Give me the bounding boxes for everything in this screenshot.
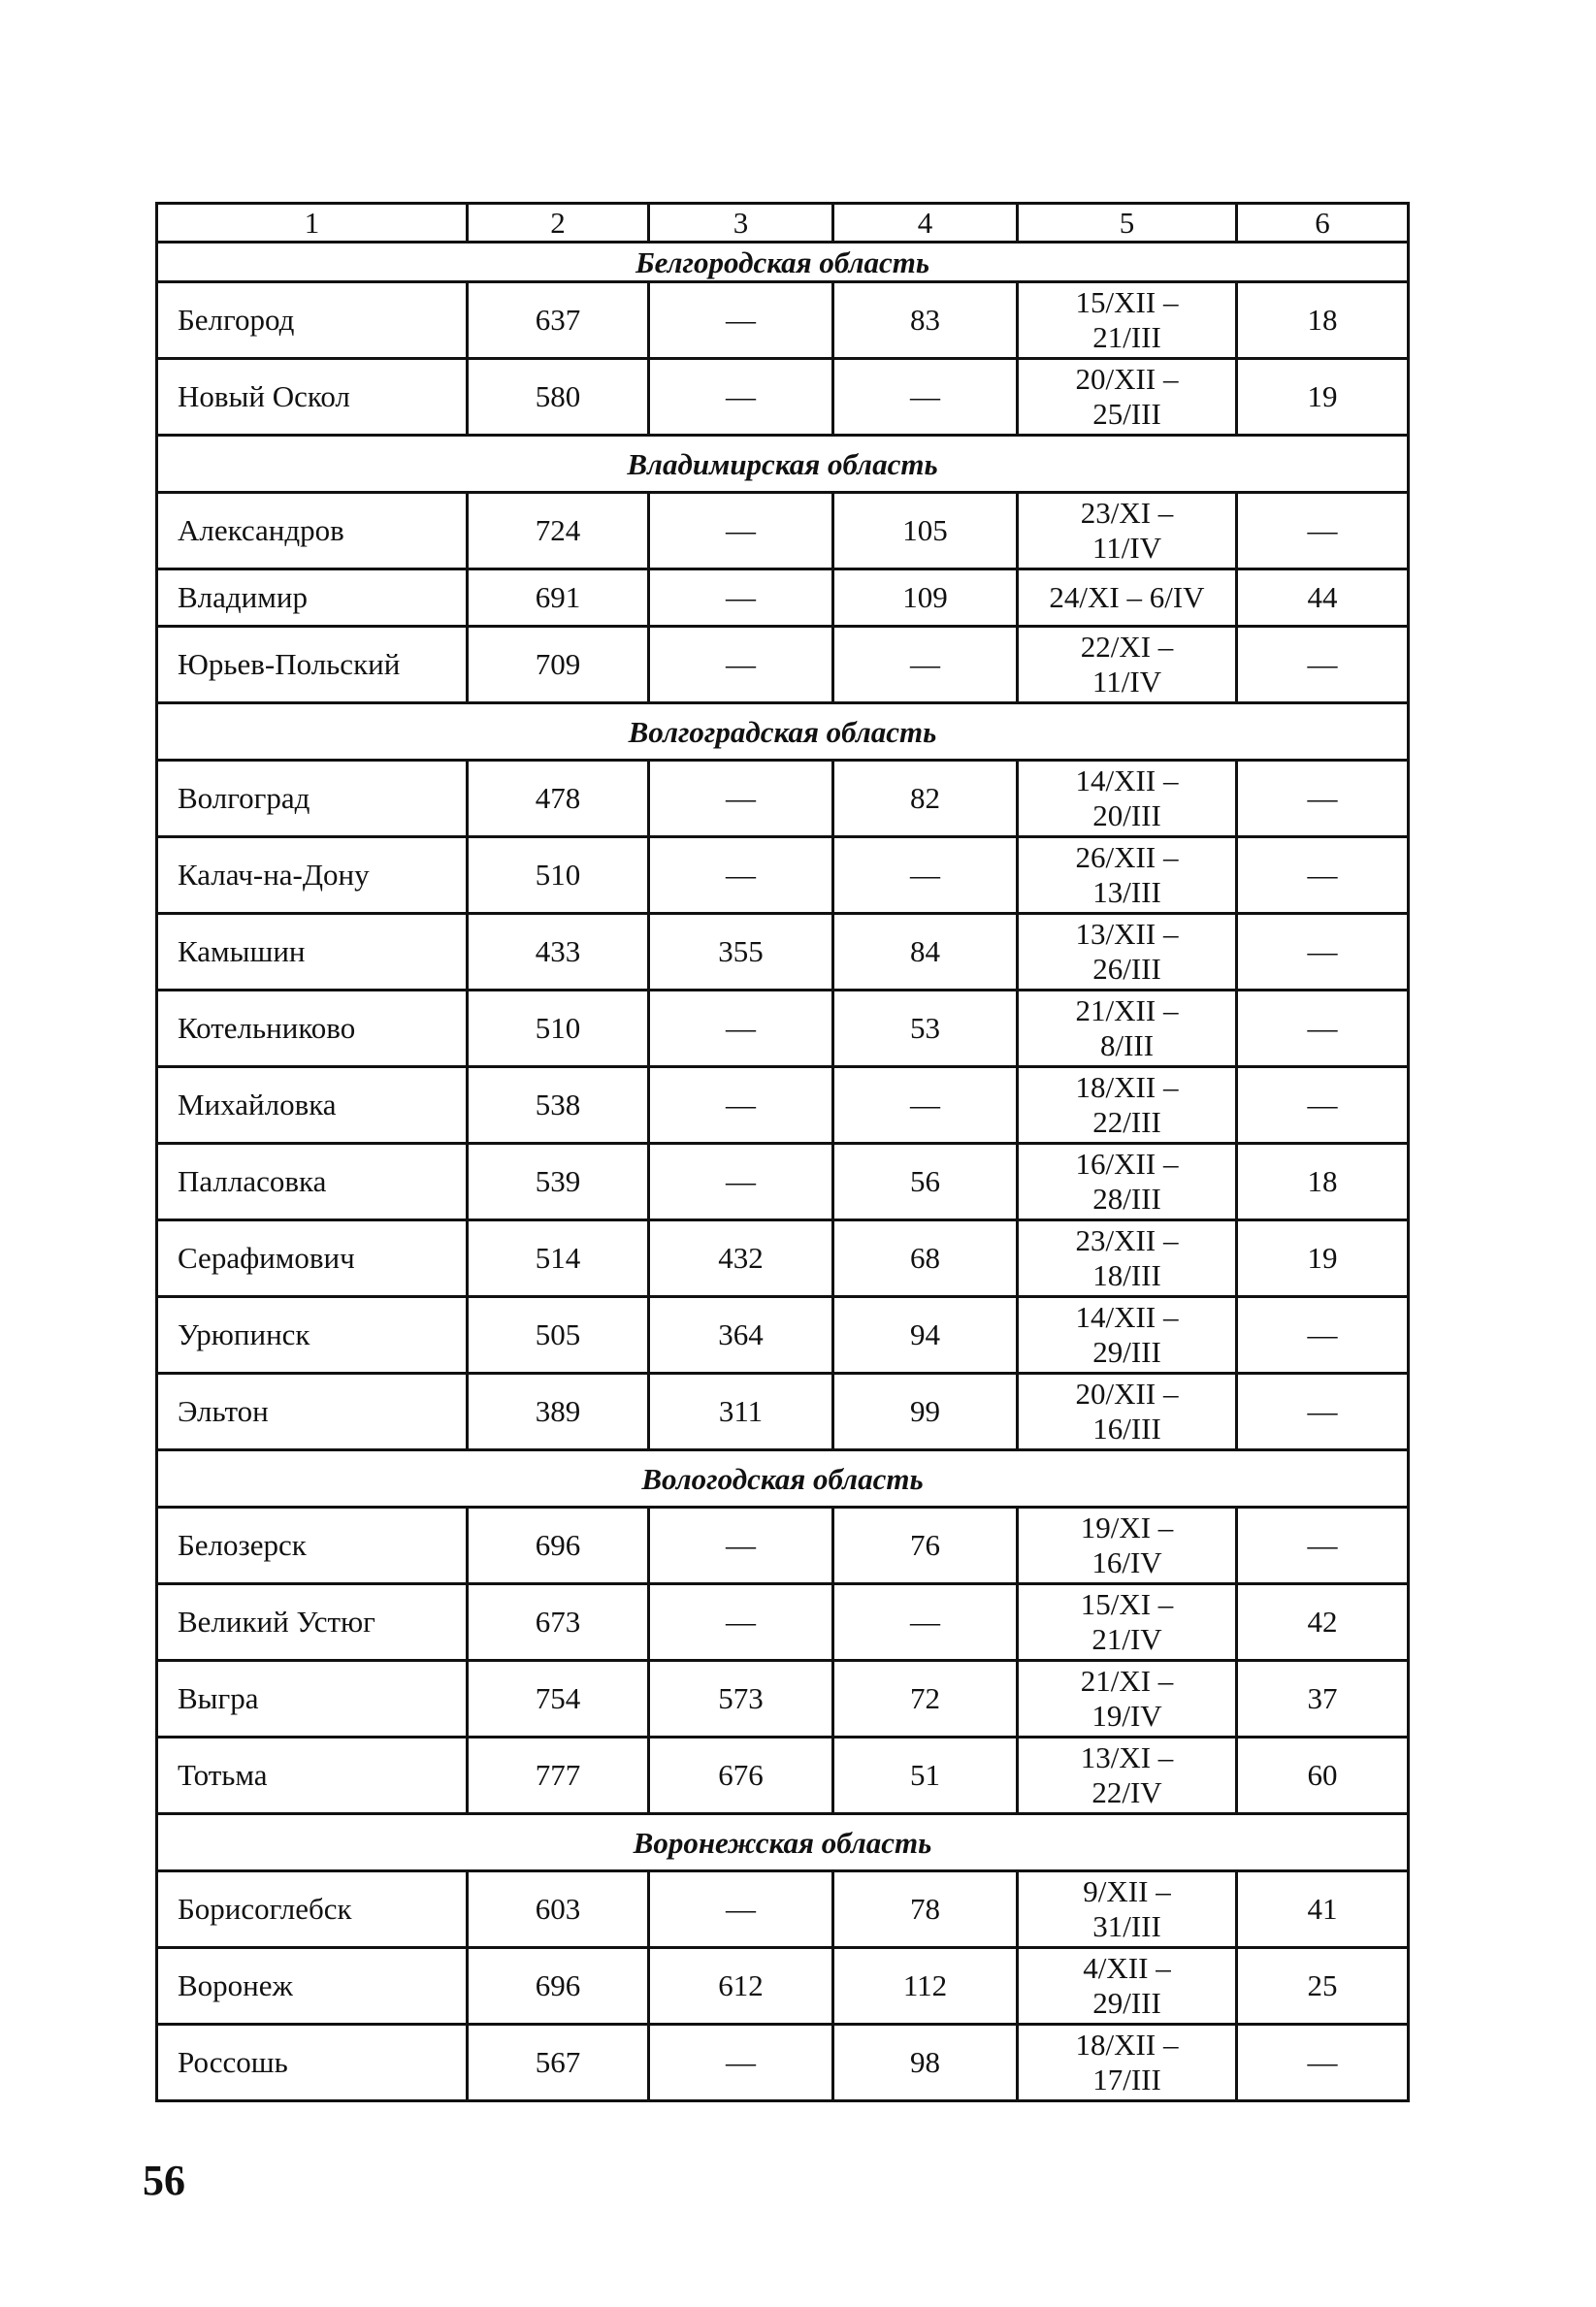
date-range-start: 23/XII – [1075, 1223, 1179, 1258]
region-title: Воронежская область [157, 1814, 1409, 1871]
table-row [157, 1871, 1409, 1948]
value-cell-3: 364 [649, 1297, 833, 1374]
region-row [157, 436, 1409, 493]
city-cell: Белозерск [157, 1508, 468, 1584]
date-range-start: 15/XI – [1080, 1587, 1174, 1622]
value-cell-2: 514 [468, 1220, 649, 1297]
date-range-cell [1018, 991, 1237, 1067]
column-header-1: 1 [157, 204, 468, 243]
table-row [157, 761, 1409, 837]
value-cell-6: 18 [1237, 282, 1409, 359]
value-cell-4: — [833, 627, 1018, 703]
city-cell: Александров [157, 493, 468, 569]
value-cell-3: — [649, 991, 833, 1067]
value-cell-4: 98 [833, 2025, 1018, 2101]
table-row [157, 569, 1409, 627]
table-row [157, 493, 1409, 569]
date-range-start: 9/XII – [1083, 1874, 1171, 1909]
date-range-cell [1018, 493, 1237, 569]
table-row [157, 1948, 1409, 2025]
value-cell-3: — [649, 1508, 833, 1584]
region-row [157, 1814, 1409, 1871]
date-range-end: 18/III [1092, 1258, 1161, 1292]
date-range-cell [1018, 359, 1237, 436]
date-range-end: 22/IV [1091, 1775, 1162, 1809]
date-range-cell [1018, 569, 1237, 627]
column-header-6: 6 [1237, 204, 1409, 243]
value-cell-4: 112 [833, 1948, 1018, 2025]
date-range-cell [1018, 1508, 1237, 1584]
region-title: Владимирская область [157, 436, 1409, 493]
value-cell-6: — [1237, 2025, 1409, 2101]
date-range-end: 20/III [1092, 798, 1161, 832]
city-cell: Владимир [157, 569, 468, 627]
value-cell-2: 691 [468, 569, 649, 627]
region-title: Вологодская область [157, 1450, 1409, 1508]
date-range-end: 25/III [1092, 397, 1161, 431]
table-row [157, 1508, 1409, 1584]
value-cell-4: 72 [833, 1661, 1018, 1738]
value-cell-3: 432 [649, 1220, 833, 1297]
table-row [157, 1067, 1409, 1144]
table-row [157, 1297, 1409, 1374]
value-cell-3: 355 [649, 914, 833, 991]
table-row [157, 837, 1409, 914]
date-range-cell [1018, 1220, 1237, 1297]
value-cell-2: 777 [468, 1738, 649, 1814]
date-range-cell [1018, 1067, 1237, 1144]
value-cell-4: 99 [833, 1374, 1018, 1450]
date-range-start: 4/XII – [1083, 1951, 1171, 1986]
value-cell-2: 580 [468, 359, 649, 436]
date-range-cell [1018, 627, 1237, 703]
date-range-end: 17/III [1092, 2063, 1161, 2096]
value-cell-3: 612 [649, 1948, 833, 2025]
date-range-start: 13/XII – [1075, 917, 1179, 952]
value-cell-6: — [1237, 761, 1409, 837]
value-cell-2: 673 [468, 1584, 649, 1661]
column-header-2: 2 [468, 204, 649, 243]
table-row [157, 1584, 1409, 1661]
city-cell: Тотьма [157, 1738, 468, 1814]
date-range-cell [1018, 282, 1237, 359]
value-cell-3: — [649, 627, 833, 703]
value-cell-6: — [1237, 1067, 1409, 1144]
date-range-cell [1018, 1374, 1237, 1450]
value-cell-6: 41 [1237, 1871, 1409, 1948]
value-cell-2: 538 [468, 1067, 649, 1144]
value-cell-3: — [649, 359, 833, 436]
value-cell-2: 510 [468, 837, 649, 914]
value-cell-3: — [649, 493, 833, 569]
date-range-cell [1018, 1584, 1237, 1661]
city-cell: Палласовка [157, 1144, 468, 1220]
date-range-start: 21/XI – [1080, 1664, 1174, 1699]
date-range-cell [1018, 1738, 1237, 1814]
city-cell: Юрьев-Польский [157, 627, 468, 703]
value-cell-6: — [1237, 627, 1409, 703]
date-range-end: 28/III [1092, 1182, 1161, 1216]
value-cell-4: 51 [833, 1738, 1018, 1814]
value-cell-2: 433 [468, 914, 649, 991]
date-range-cell [1018, 1948, 1237, 2025]
date-range-start: 19/XI – [1080, 1511, 1174, 1545]
region-row [157, 703, 1409, 761]
value-cell-6: — [1237, 837, 1409, 914]
value-cell-3: — [649, 1584, 833, 1661]
value-cell-6: — [1237, 1297, 1409, 1374]
value-cell-4: 109 [833, 569, 1018, 627]
date-range-start: 20/XII – [1075, 1377, 1179, 1412]
value-cell-4: 82 [833, 761, 1018, 837]
value-cell-2: 389 [468, 1374, 649, 1450]
table-row [157, 282, 1409, 359]
column-header-5: 5 [1018, 204, 1237, 243]
date-range-end: 22/III [1092, 1105, 1161, 1139]
city-cell: Выгра [157, 1661, 468, 1738]
header-row [157, 204, 1409, 243]
date-range-cell [1018, 1871, 1237, 1948]
region-row [157, 1450, 1409, 1508]
city-cell: Воронеж [157, 1948, 468, 2025]
date-range-cell [1018, 2025, 1237, 2101]
value-cell-3: — [649, 837, 833, 914]
value-cell-2: 724 [468, 493, 649, 569]
table-row [157, 991, 1409, 1067]
value-cell-4: — [833, 1067, 1018, 1144]
date-range-start: 14/XII – [1075, 1300, 1179, 1335]
value-cell-4: 68 [833, 1220, 1018, 1297]
city-cell: Борисоглебск [157, 1871, 468, 1948]
city-cell: Новый Оскол [157, 359, 468, 436]
city-cell: Эльтон [157, 1374, 468, 1450]
date-range-cell [1018, 1661, 1237, 1738]
date-range-cell [1018, 914, 1237, 991]
region-title: Волгоградская область [157, 703, 1409, 761]
value-cell-2: 754 [468, 1661, 649, 1738]
table-row [157, 914, 1409, 991]
date-range-start: 24/XI – 6/IV [1049, 580, 1205, 615]
table-row [157, 1738, 1409, 1814]
date-range-end: 11/IV [1091, 531, 1162, 565]
date-range-cell [1018, 837, 1237, 914]
date-range-start: 23/XI – [1080, 496, 1174, 531]
date-range-start: 14/XII – [1075, 764, 1179, 798]
value-cell-3: — [649, 2025, 833, 2101]
value-cell-4: 53 [833, 991, 1018, 1067]
date-range-end: 21/III [1092, 320, 1161, 354]
value-cell-4: 84 [833, 914, 1018, 991]
date-range-start: 26/XII – [1075, 840, 1179, 875]
date-range-start: 20/XII – [1075, 362, 1179, 397]
city-cell: Россошь [157, 2025, 468, 2101]
date-range-end: 21/IV [1091, 1622, 1162, 1656]
value-cell-6: 42 [1237, 1584, 1409, 1661]
city-cell: Калач-на-Дону [157, 837, 468, 914]
value-cell-3: 676 [649, 1738, 833, 1814]
table-body [157, 243, 1409, 2101]
value-cell-6: 25 [1237, 1948, 1409, 2025]
date-range-start: 15/XII – [1075, 285, 1179, 320]
table-row [157, 1144, 1409, 1220]
city-cell: Волгоград [157, 761, 468, 837]
date-range-end: 8/III [1099, 1028, 1155, 1062]
value-cell-4: 83 [833, 282, 1018, 359]
value-cell-4: 94 [833, 1297, 1018, 1374]
date-range-end: 26/III [1092, 952, 1161, 986]
city-cell: Серафимович [157, 1220, 468, 1297]
value-cell-2: 539 [468, 1144, 649, 1220]
table-row [157, 627, 1409, 703]
date-range-end: 13/III [1092, 875, 1161, 909]
value-cell-6: 37 [1237, 1661, 1409, 1738]
date-range-end: 16/IV [1091, 1545, 1162, 1579]
city-cell: Котельниково [157, 991, 468, 1067]
value-cell-4: — [833, 1584, 1018, 1661]
value-cell-2: 696 [468, 1948, 649, 2025]
value-cell-6: — [1237, 1508, 1409, 1584]
date-range-start: 18/XII – [1075, 1070, 1179, 1105]
value-cell-2: 478 [468, 761, 649, 837]
value-cell-6: 60 [1237, 1738, 1409, 1814]
table-row [157, 2025, 1409, 2101]
value-cell-2: 505 [468, 1297, 649, 1374]
value-cell-6: — [1237, 914, 1409, 991]
value-cell-6: — [1237, 991, 1409, 1067]
date-range-start: 21/XII – [1075, 993, 1179, 1028]
date-range-end: 29/III [1092, 1335, 1161, 1369]
date-range-end: 11/IV [1091, 665, 1162, 699]
date-range-start: 16/XII – [1075, 1147, 1179, 1182]
value-cell-3: — [649, 1067, 833, 1144]
page-number: 56 [143, 2157, 185, 2204]
value-cell-2: 709 [468, 627, 649, 703]
value-cell-2: 603 [468, 1871, 649, 1948]
value-cell-4: — [833, 359, 1018, 436]
date-range-end: 19/IV [1091, 1699, 1162, 1733]
value-cell-3: — [649, 761, 833, 837]
value-cell-3: 311 [649, 1374, 833, 1450]
value-cell-2: 696 [468, 1508, 649, 1584]
table-row [157, 1374, 1409, 1450]
table-row [157, 1661, 1409, 1738]
table-row [157, 1220, 1409, 1297]
date-range-start: 13/XI – [1080, 1740, 1174, 1775]
date-range-end: 16/III [1092, 1412, 1161, 1446]
date-range-cell [1018, 761, 1237, 837]
city-cell: Михайловка [157, 1067, 468, 1144]
value-cell-6: 44 [1237, 569, 1409, 627]
value-cell-2: 637 [468, 282, 649, 359]
value-cell-4: — [833, 837, 1018, 914]
value-cell-3: 573 [649, 1661, 833, 1738]
city-cell: Великий Устюг [157, 1584, 468, 1661]
value-cell-3: — [649, 569, 833, 627]
column-header-3: 3 [649, 204, 833, 243]
value-cell-4: 56 [833, 1144, 1018, 1220]
value-cell-2: 510 [468, 991, 649, 1067]
date-range-cell [1018, 1144, 1237, 1220]
value-cell-3: — [649, 1144, 833, 1220]
city-cell: Камышин [157, 914, 468, 991]
value-cell-6: 19 [1237, 1220, 1409, 1297]
column-header-4: 4 [833, 204, 1018, 243]
value-cell-6: — [1237, 493, 1409, 569]
date-range-cell [1018, 1297, 1237, 1374]
region-title: Белгородская область [157, 243, 1409, 282]
city-cell: Урюпинск [157, 1297, 468, 1374]
date-range-start: 22/XI – [1080, 630, 1174, 665]
value-cell-6: 19 [1237, 359, 1409, 436]
city-cell: Белгород [157, 282, 468, 359]
value-cell-6: 18 [1237, 1144, 1409, 1220]
value-cell-4: 78 [833, 1871, 1018, 1948]
date-range-end: 31/III [1092, 1909, 1161, 1943]
value-cell-6: — [1237, 1374, 1409, 1450]
table-row [157, 359, 1409, 436]
value-cell-3: — [649, 1871, 833, 1948]
climate-table [155, 202, 1410, 2102]
value-cell-4: 76 [833, 1508, 1018, 1584]
value-cell-4: 105 [833, 493, 1018, 569]
value-cell-2: 567 [468, 2025, 649, 2101]
date-range-end: 29/III [1092, 1986, 1161, 2020]
region-row [157, 243, 1409, 282]
value-cell-3: — [649, 282, 833, 359]
date-range-start: 18/XII – [1075, 2028, 1179, 2063]
